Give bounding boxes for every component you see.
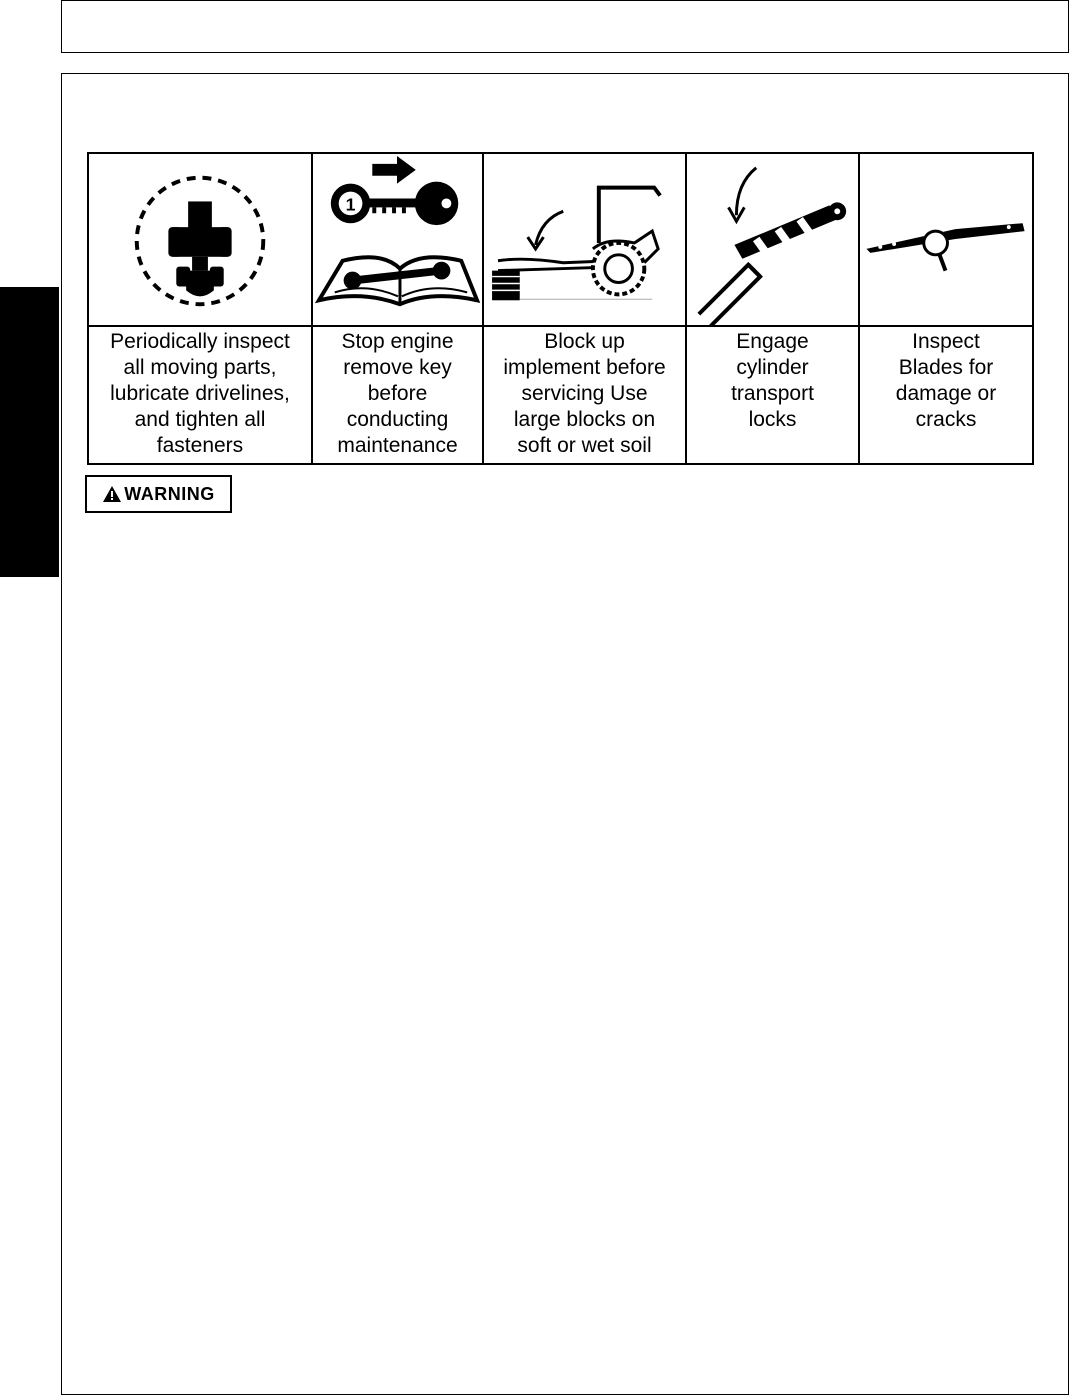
pictorial-caption-3: Block up implement before servicing Use large blocks on soft or wet soil xyxy=(484,327,687,463)
pictorial-cell-2 xyxy=(313,154,484,327)
pictorial-caption-2: Stop engine remove key before conducting maintenance xyxy=(313,327,484,463)
pictorial-cell-4 xyxy=(687,154,860,327)
pictorial-cell-1 xyxy=(89,154,313,327)
page-header-box xyxy=(61,0,1069,53)
warning-badge xyxy=(85,475,232,513)
pictorial-caption-5: Inspect Blades for damage or cracks xyxy=(895,330,997,431)
warning-label: WARNING xyxy=(124,483,215,504)
blade-inspect-icon xyxy=(860,154,1032,325)
block-up-implement-icon xyxy=(484,154,685,325)
pictorial-caption-4: Engage cylinder transport locks xyxy=(687,327,860,463)
warning-triangle-icon xyxy=(102,485,122,503)
safety-pictorial-table xyxy=(87,152,1034,465)
pictorial-cell-3 xyxy=(484,154,687,327)
pictorial-caption-1: Periodically inspect all moving parts, lubricate drivelines, and tighten all fasteners xyxy=(89,327,313,463)
key-and-manual-icon xyxy=(313,154,482,325)
section-side-tab xyxy=(0,287,59,577)
svg-text:1: 1 xyxy=(345,194,356,215)
pictorial-cell-5 xyxy=(860,154,1032,327)
tractor-inspection-icon xyxy=(89,154,311,325)
cylinder-lock-icon xyxy=(687,154,858,325)
